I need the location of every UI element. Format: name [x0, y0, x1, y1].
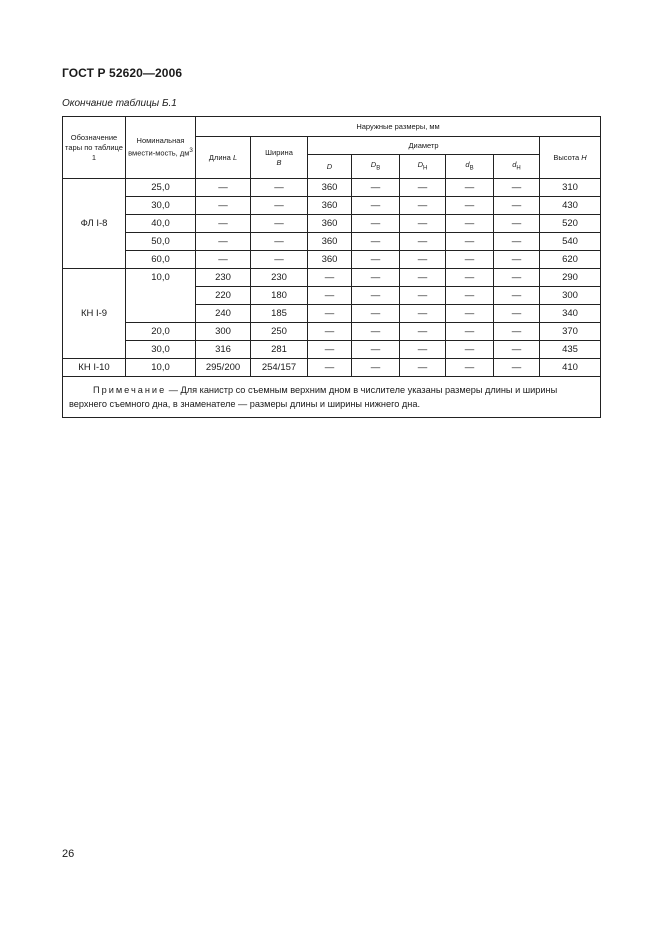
cell-width: —	[251, 233, 308, 251]
cell-height: 520	[540, 215, 601, 233]
cell-dh: —	[494, 323, 540, 341]
cell-dh: —	[494, 197, 540, 215]
cell-D: —	[308, 287, 352, 305]
col-header-db: $d_В$	[446, 155, 494, 179]
cell-Dh: —	[400, 179, 446, 197]
col-header-Dh: $D_Н$	[400, 155, 446, 179]
cell-capacity: 60,0	[126, 251, 196, 269]
cell-height: 370	[540, 323, 601, 341]
dimensions-table	[62, 116, 601, 418]
cell-width: —	[251, 197, 308, 215]
cell-capacity: 25,0	[126, 179, 196, 197]
cell-Db: —	[352, 179, 400, 197]
cell-db: —	[446, 305, 494, 323]
cell-Dh: —	[400, 323, 446, 341]
table-caption: Окончание таблицы Б.1	[62, 98, 177, 109]
cell-length: 300	[196, 323, 251, 341]
cell-height: 540	[540, 233, 601, 251]
row-code: ФЛ I-8	[63, 179, 126, 269]
cell-width: 180	[251, 287, 308, 305]
cell-capacity: 40,0	[126, 215, 196, 233]
cell-dh: —	[494, 269, 540, 287]
col-header-D: D	[308, 155, 352, 179]
cell-length: 316	[196, 341, 251, 359]
cell-dh: —	[494, 179, 540, 197]
col-header-outer-dims: Наружные размеры, мм	[196, 117, 601, 137]
cell-capacity: 10,0	[126, 269, 196, 323]
cell-db: —	[446, 251, 494, 269]
cell-dh: —	[494, 305, 540, 323]
cell-Dh: —	[400, 287, 446, 305]
cell-height: 300	[540, 287, 601, 305]
cell-Db: —	[352, 197, 400, 215]
cell-width: 185	[251, 305, 308, 323]
cell-width: 281	[251, 341, 308, 359]
cell-Db: —	[352, 215, 400, 233]
col-header-diameter: Диаметр	[308, 137, 540, 155]
cell-width: 254/157	[251, 359, 308, 377]
cell-db: —	[446, 179, 494, 197]
cell-length: —	[196, 197, 251, 215]
cell-Dh: —	[400, 359, 446, 377]
standard-title: ГОСТ Р 52620—2006	[62, 66, 183, 80]
cell-D: —	[308, 341, 352, 359]
cell-D: 360	[308, 197, 352, 215]
col-header-height: Высота H	[540, 137, 601, 179]
cell-Db: —	[352, 287, 400, 305]
col-header-width: Ширина B	[251, 137, 308, 179]
cell-db: —	[446, 197, 494, 215]
cell-Dh: —	[400, 269, 446, 287]
cell-Dh: —	[400, 215, 446, 233]
cell-capacity: 30,0	[126, 197, 196, 215]
cell-height: 410	[540, 359, 601, 377]
cell-height: 340	[540, 305, 601, 323]
cell-length: 240	[196, 305, 251, 323]
cell-dh: —	[494, 359, 540, 377]
cell-Dh: —	[400, 197, 446, 215]
page-number: 26	[62, 848, 75, 860]
cell-length: —	[196, 251, 251, 269]
cell-Db: —	[352, 323, 400, 341]
cell-dh: —	[494, 251, 540, 269]
cell-D: 360	[308, 215, 352, 233]
col-header-Db: $D_В$	[352, 155, 400, 179]
cell-capacity: 50,0	[126, 233, 196, 251]
table-note	[63, 377, 601, 418]
cell-Dh: —	[400, 305, 446, 323]
cell-length: 230	[196, 269, 251, 287]
cell-width: —	[251, 251, 308, 269]
cell-dh: —	[494, 287, 540, 305]
cell-height: 435	[540, 341, 601, 359]
cell-length: —	[196, 215, 251, 233]
cell-Dh: —	[400, 341, 446, 359]
cell-width: 230	[251, 269, 308, 287]
cell-height: 310	[540, 179, 601, 197]
cell-D: —	[308, 323, 352, 341]
cell-length: —	[196, 179, 251, 197]
cell-Db: —	[352, 305, 400, 323]
cell-D: 360	[308, 251, 352, 269]
cell-Dh: —	[400, 233, 446, 251]
note-text: — Для канистр со съемным верхним дном в числителе указаны размеры длины и ширины верхнего съемного дна, в знаменателе — размеры длины и ширины нижнего дна.	[69, 385, 558, 409]
cell-Db: —	[352, 251, 400, 269]
cell-Db: —	[352, 233, 400, 251]
cell-D: 360	[308, 233, 352, 251]
cell-D: —	[308, 359, 352, 377]
cell-height: 430	[540, 197, 601, 215]
cell-D: —	[308, 269, 352, 287]
cell-length: 295/200	[196, 359, 251, 377]
cell-height: 290	[540, 269, 601, 287]
cell-capacity: 30,0	[126, 341, 196, 359]
cell-capacity: 20,0	[126, 323, 196, 341]
cell-Dh: —	[400, 251, 446, 269]
cell-width: 250	[251, 323, 308, 341]
cell-length: —	[196, 233, 251, 251]
cell-dh: —	[494, 341, 540, 359]
cell-db: —	[446, 323, 494, 341]
col-header-capacity: Номинальная вмести-мость, $дм^3$	[126, 117, 196, 179]
cell-width: —	[251, 215, 308, 233]
cell-db: —	[446, 287, 494, 305]
cell-Db: —	[352, 359, 400, 377]
cell-db: —	[446, 233, 494, 251]
cell-width: —	[251, 179, 308, 197]
row-code: КН I-9	[63, 269, 126, 359]
cell-db: —	[446, 269, 494, 287]
row-code: КН I-10	[63, 359, 126, 377]
cell-dh: —	[494, 215, 540, 233]
cell-height: 620	[540, 251, 601, 269]
note-label: Примечание	[93, 385, 167, 395]
cell-capacity: 10,0	[126, 359, 196, 377]
cell-db: —	[446, 215, 494, 233]
col-header-designation: Обозначение тары по таблице 1	[63, 117, 126, 179]
cell-length: 220	[196, 287, 251, 305]
cell-D: —	[308, 305, 352, 323]
col-header-length: Длина L	[196, 137, 251, 179]
cell-Db: —	[352, 341, 400, 359]
cell-db: —	[446, 359, 494, 377]
cell-D: 360	[308, 179, 352, 197]
cell-dh: —	[494, 233, 540, 251]
col-header-dh: $d_Н$	[494, 155, 540, 179]
cell-Db: —	[352, 269, 400, 287]
cell-db: —	[446, 341, 494, 359]
